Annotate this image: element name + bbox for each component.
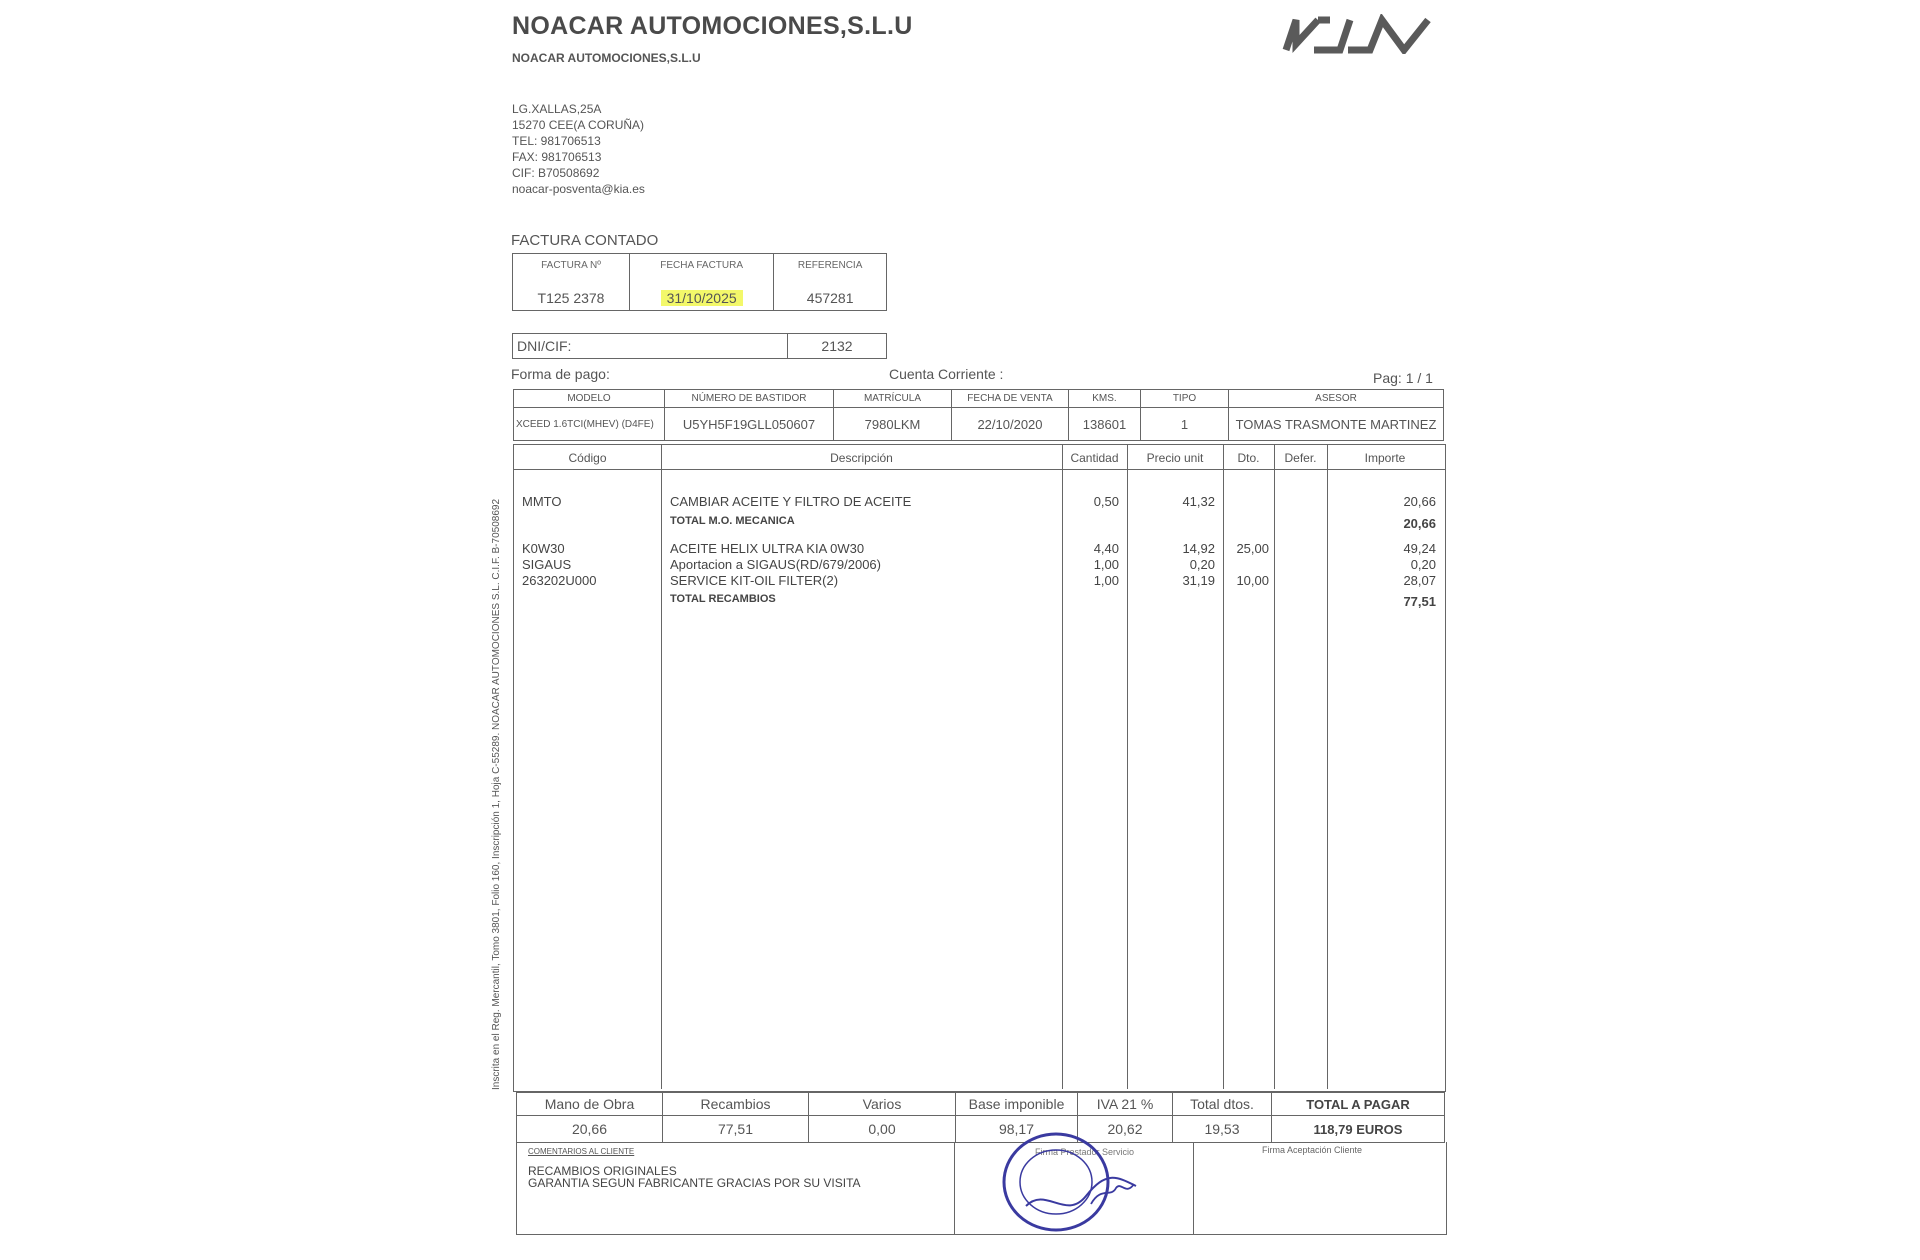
- line-qty: 1,00: [1093, 557, 1119, 572]
- lines-header-desc: Descripción: [830, 451, 893, 465]
- comments-box: [516, 1142, 1447, 1235]
- line-desc: CAMBIAR ACEITE Y FILTRO DE ACEITE: [670, 494, 912, 509]
- vehicle-header: KMS.: [1069, 390, 1141, 408]
- line-code: SIGAUS: [522, 557, 572, 572]
- invoice-date-label: FECHA FACTURA: [630, 254, 774, 286]
- vehicle-type: 1: [1141, 408, 1229, 441]
- divider: [1193, 1142, 1194, 1234]
- signature-label: Firma Aceptación Cliente: [1262, 1145, 1363, 1155]
- company-stamp: [996, 1126, 1146, 1238]
- line-price: 0,20: [1189, 557, 1215, 572]
- kia-logo: [1278, 14, 1438, 54]
- comments-text: [528, 1165, 861, 1189]
- dni-box: [512, 333, 887, 359]
- totals-header: Recambios: [663, 1093, 809, 1116]
- address-line: noacar-posventa@kia.es: [512, 182, 645, 196]
- line-qty: 4,40: [1093, 541, 1119, 556]
- line-desc: Aportacion a SIGAUS(RD/679/2006): [670, 557, 881, 572]
- divider: [1274, 445, 1275, 1089]
- registry-margin-note: Inscrita en el Reg. Mercantil, Tomo 3801, Folio 160, Inscripción 1, Hoja C-55289. NOACAR AUTOMOCIONES S.L. C.I.F. B-70508692: [491, 498, 502, 1090]
- line-dto: 10,00: [1236, 573, 1269, 588]
- totals-discounts: 19,53: [1173, 1116, 1272, 1143]
- lines-header-amount: Importe: [1364, 451, 1406, 465]
- line-amount: 49,24: [1403, 541, 1436, 556]
- address-line: TEL: 981706513: [512, 134, 601, 148]
- divider: [954, 1142, 955, 1234]
- vehicle-advisor: TOMAS TRASMONTE MARTINEZ: [1229, 408, 1444, 441]
- lines-header-qty: Cantidad: [1070, 451, 1119, 465]
- totals-header: Total dtos.: [1173, 1093, 1272, 1116]
- address-line: LG.XALLAS,25A: [512, 102, 602, 116]
- line-code: 263202U000: [522, 573, 597, 588]
- lines-header-defer: Defer.: [1284, 451, 1317, 465]
- line-dto: 25,00: [1236, 541, 1269, 556]
- comments-label: COMENTARIOS AL CLIENTE: [528, 1147, 635, 1156]
- comment-line: GARANTIA SEGUN FABRICANTE GRACIAS POR SU VISITA: [528, 1176, 861, 1190]
- totals-labour: 20,66: [517, 1116, 663, 1143]
- invoice-date-cell: [630, 285, 774, 310]
- divider: [514, 469, 1445, 470]
- line-desc: ACEITE HELIX ULTRA KIA 0W30: [670, 541, 865, 556]
- line-code: MMTO: [522, 494, 562, 509]
- dni-value: 2132: [788, 334, 887, 359]
- line-qty: 1,00: [1093, 573, 1119, 588]
- line-qty: 0,50: [1093, 494, 1119, 509]
- invoice-info-box: [512, 253, 887, 311]
- company-address: [512, 101, 645, 197]
- invoice-ref: 457281: [774, 285, 887, 310]
- lines-header-price: Precio unit: [1146, 451, 1204, 465]
- page-indicator: Pag: 1 / 1: [1373, 370, 1433, 386]
- vehicle-sale-date: 22/10/2020: [952, 408, 1069, 441]
- totals-header: Base imponible: [956, 1093, 1078, 1116]
- subtotal-label: TOTAL M.O. MECANICA: [670, 515, 795, 527]
- line-desc: SERVICE KIT-OIL FILTER(2): [670, 573, 839, 588]
- totals-tax-base: 98,17: [956, 1116, 1078, 1143]
- vehicle-vin: U5YH5F19GLL050607: [665, 408, 834, 441]
- vehicle-header: MODELO: [514, 390, 665, 408]
- invoice-lines: [513, 444, 1446, 1092]
- line-price: 31,19: [1182, 573, 1215, 588]
- lines-header-code: Código: [568, 451, 607, 465]
- vehicle-header: FECHA DE VENTA: [952, 390, 1069, 408]
- stamp-label: Firma Prestador Servicio: [1035, 1147, 1135, 1157]
- address-line: CIF: B70508692: [512, 166, 600, 180]
- vehicle-header: NÚMERO DE BASTIDOR: [665, 390, 834, 408]
- account-label: Cuenta Corriente :: [889, 366, 1004, 382]
- company-subname: NOACAR AUTOMOCIONES,S.L.U: [512, 51, 701, 65]
- divider: [661, 445, 662, 1089]
- vehicle-kms: 138601: [1069, 408, 1141, 441]
- subtotal-amount: 20,66: [1403, 516, 1436, 531]
- invoice-number: T125 2378: [513, 285, 630, 310]
- totals-header: TOTAL A PAGAR: [1272, 1093, 1445, 1116]
- totals-grand-total: 118,79 EUROS: [1272, 1116, 1445, 1143]
- subtotal-label: TOTAL RECAMBIOS: [670, 593, 776, 605]
- invoice-date: 31/10/2025: [661, 290, 743, 306]
- totals-misc: 0,00: [809, 1116, 956, 1143]
- totals-vat: 20,62: [1078, 1116, 1173, 1143]
- vehicle-table: [513, 389, 1444, 441]
- vehicle-model: XCEED 1.6TCI(MHEV) (D4FE): [514, 408, 665, 441]
- totals-header: IVA 21 %: [1078, 1093, 1173, 1116]
- lines-header-dto: Dto.: [1237, 451, 1260, 465]
- subtotal-amount: 77,51: [1403, 594, 1436, 609]
- dni-label: DNI/CIF:: [513, 334, 788, 359]
- payment-label: Forma de pago:: [511, 366, 610, 382]
- company-name: NOACAR AUTOMOCIONES,S.L.U: [512, 12, 913, 40]
- line-amount: 0,20: [1410, 557, 1436, 572]
- totals-parts: 77,51: [663, 1116, 809, 1143]
- line-price: 14,92: [1182, 541, 1215, 556]
- line-code: K0W30: [522, 541, 565, 556]
- invoice-number-label: FACTURA Nº: [513, 254, 630, 286]
- vehicle-header: TIPO: [1141, 390, 1229, 408]
- address-line: FAX: 981706513: [512, 150, 602, 164]
- line-price: 41,32: [1182, 494, 1215, 509]
- comment-line: RECAMBIOS ORIGINALES: [528, 1164, 677, 1178]
- line-amount: 28,07: [1403, 573, 1436, 588]
- totals-header: Varios: [809, 1093, 956, 1116]
- totals-header: Mano de Obra: [517, 1093, 663, 1116]
- vehicle-plate: 7980LKM: [834, 408, 952, 441]
- vehicle-header: ASESOR: [1229, 390, 1444, 408]
- line-amount: 20,66: [1403, 494, 1436, 509]
- invoice-ref-label: REFERENCIA: [774, 254, 887, 286]
- address-line: 15270 CEE(A CORUÑA): [512, 118, 645, 132]
- totals-table: [516, 1092, 1445, 1143]
- document-title: FACTURA CONTADO: [511, 232, 659, 249]
- vehicle-header: MATRÍCULA: [834, 390, 952, 408]
